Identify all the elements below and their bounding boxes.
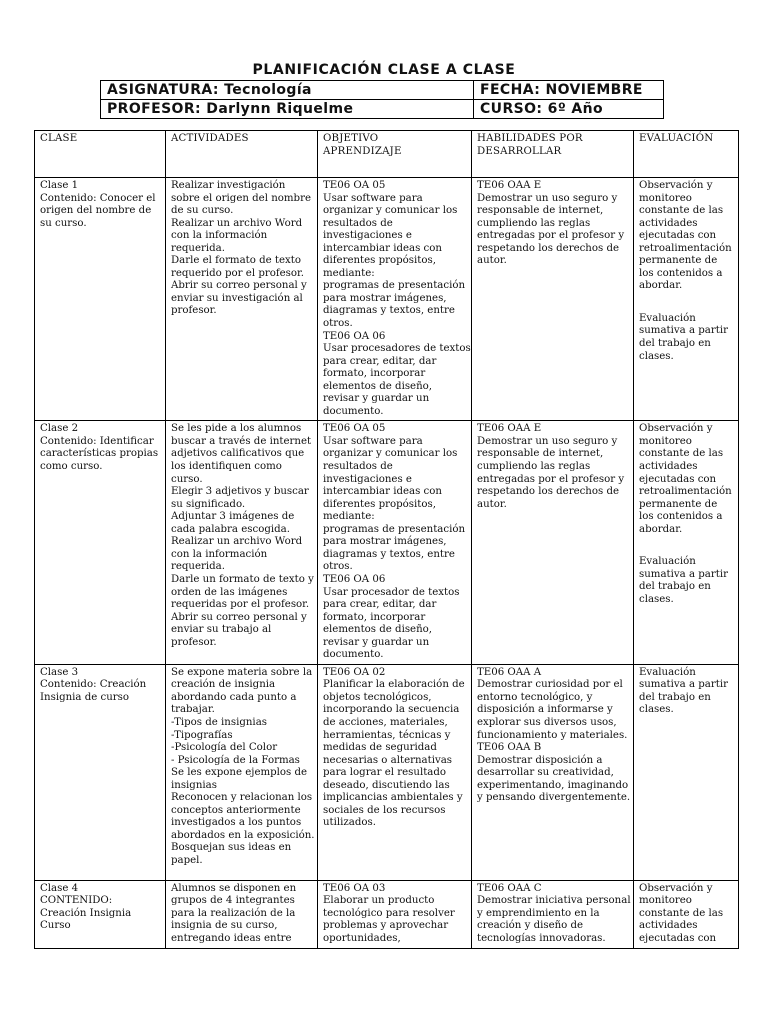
cell-text-line: profesor. xyxy=(171,636,217,648)
cell-text-line: formato, incorporar xyxy=(323,611,426,623)
cell-text-line: mediante: xyxy=(323,511,375,523)
cell-text-line: Demostrar disposición a xyxy=(477,754,603,766)
cell-text-line: cumpliendo las reglas xyxy=(477,217,591,229)
habilidades-cell xyxy=(472,178,634,421)
actividades-cell xyxy=(166,664,318,880)
cell-text-line: entregadas por el profesor y xyxy=(477,230,625,242)
cell-text-line: disposición a informarse y xyxy=(477,704,613,716)
objetivo-cell xyxy=(318,421,472,664)
cell-text-line: del trabajo en xyxy=(639,338,711,350)
cell-text-line: TE06 OA 03 xyxy=(323,882,386,894)
cell-text-line: Realizar investigación xyxy=(171,180,286,191)
cell-text-line: programas de presentación xyxy=(323,523,466,535)
cell-text-line: características propias xyxy=(40,448,159,460)
cell-text-line: organizar y comunicar los xyxy=(323,448,458,460)
cell-text-line: orden de las imágenes xyxy=(171,586,288,598)
cell-text-line: Clase 3 xyxy=(40,666,79,678)
evaluacion-cell xyxy=(634,880,739,948)
cell-text-line: con la información xyxy=(171,548,268,560)
cell-text-line: Adjuntar 3 imágenes de xyxy=(171,511,295,523)
cell-text-line: profesor. xyxy=(171,305,217,317)
cell-text-line: -Tipos de insignias xyxy=(171,716,267,728)
cell-text-line: Contenido: Identificar xyxy=(40,435,154,447)
table-row xyxy=(35,664,739,880)
curso-field: CURSO: 6º Año xyxy=(474,100,664,119)
cell-text-line: diferentes propósitos, xyxy=(323,255,436,267)
cell-text-line: requerido por el profesor. xyxy=(171,267,304,279)
cell-text-line: formato, incorporar xyxy=(323,368,426,380)
cell-text-line: actividades xyxy=(639,461,698,473)
cell-text-line: Contenido: Conocer el xyxy=(40,192,156,204)
cell-text-line: requerida. xyxy=(171,561,225,573)
cell-text-line: diagramas y textos, entre xyxy=(323,305,455,317)
cell-text-line: clases. xyxy=(639,704,674,716)
cell-text-line: su curso. xyxy=(40,217,87,229)
header-row-2 xyxy=(101,100,664,119)
table-row xyxy=(35,178,739,421)
header-info-table xyxy=(100,80,664,119)
cell-text-line: TE06 OAA B xyxy=(477,742,542,754)
cell-text-line: y pensando divergentemente. xyxy=(477,792,631,804)
cell-text-line: adjetivos calificativos que xyxy=(171,448,305,460)
fecha-field: FECHA: NOVIEMBRE xyxy=(474,81,664,100)
cell-text-line: utilizados. xyxy=(323,817,376,829)
cell-text-line: Usar software para xyxy=(323,435,423,447)
cell-text-line: elementos de diseño, xyxy=(323,624,433,636)
cell-text-line: curso. xyxy=(171,473,203,485)
header-row-1 xyxy=(101,81,664,100)
cell-text-line: Reconocen y relacionan los xyxy=(171,792,313,804)
cell-text-line: objetos tecnológicos, xyxy=(323,691,432,703)
cell-text-line: como curso. xyxy=(40,461,103,473)
cell-text-line: buscar a través de internet xyxy=(171,435,312,447)
clase-cell xyxy=(35,880,166,948)
cell-text-line: TE06 OA 05 xyxy=(323,180,386,191)
cell-text-line: cada palabra escogida. xyxy=(171,523,290,535)
cell-text-line: requeridas por el profesor. xyxy=(171,599,310,611)
cell-text-line: oportunidades, xyxy=(323,932,401,944)
cell-text-line: retroalimentación xyxy=(639,242,732,254)
cell-text-line: respetando los derechos de xyxy=(477,486,620,498)
cell-text-line: intercambiar ideas con xyxy=(323,242,442,254)
cell-text-line: Se les expone ejemplos de xyxy=(171,767,308,779)
cell-text-line: enviar su investigación al xyxy=(171,292,303,304)
line-gap xyxy=(639,293,734,313)
cell-text-line: otros. xyxy=(323,561,353,573)
cell-text-line: Usar procesador de textos xyxy=(323,586,460,598)
cell-text-line: - Psicología de la Formas xyxy=(171,754,300,766)
objetivo-cell xyxy=(318,664,472,880)
cell-text-line: investigados a los puntos xyxy=(171,817,302,829)
cell-text-line: OBJETIVO xyxy=(323,133,379,144)
habilidades-cell xyxy=(472,664,634,880)
cell-text-line: TE06 OA 06 xyxy=(323,573,386,585)
cell-text-line: sumativa a partir xyxy=(639,325,728,337)
cell-text-line: y emprendimiento en la xyxy=(477,907,600,919)
cell-text-line: Contenido: Creación xyxy=(40,679,147,691)
table-row xyxy=(35,421,739,664)
cell-text-line: tecnologías innovadoras. xyxy=(477,932,606,944)
cell-text-line: origen del nombre de xyxy=(40,205,152,217)
cell-text-line: incorporando la secuencia xyxy=(323,704,460,716)
cell-text-line: -Tipografías xyxy=(171,729,233,741)
cell-text-line: cumpliendo las reglas xyxy=(477,461,591,473)
cell-text-line: necesarias o alternativas xyxy=(323,754,453,766)
planning-table xyxy=(34,130,739,949)
clase-cell xyxy=(35,664,166,880)
cell-text-line: Creación Insignia xyxy=(40,907,132,919)
cell-text-line: TE06 OA 02 xyxy=(323,666,386,678)
cell-text-line: sociales de los recursos xyxy=(323,804,446,816)
cell-text-line: Evaluación xyxy=(639,556,696,568)
cell-text-line: Demostrar un uso seguro y xyxy=(477,435,618,447)
cell-text-line: diferentes propósitos, xyxy=(323,498,436,510)
cell-text-line: Evaluación xyxy=(639,666,696,678)
table-header-row xyxy=(35,131,739,178)
cell-text-line: para crear, editar, dar xyxy=(323,355,437,367)
cell-text-line: Abrir su correo personal y xyxy=(171,611,307,623)
cell-text-line: para lograr el resultado xyxy=(323,767,447,779)
habilidades-cell xyxy=(472,880,634,948)
cell-text-line: Observación y xyxy=(639,180,713,191)
cell-text-line: Realizar un archivo Word xyxy=(171,536,303,548)
cell-text-line: documento. xyxy=(323,649,384,661)
column-header-objetivo xyxy=(318,131,472,178)
document-title: PLANIFICACIÓN CLASE A CLASE xyxy=(252,62,516,78)
column-header-actividades xyxy=(166,131,318,178)
clase-cell xyxy=(35,178,166,421)
cell-text-line: Realizar un archivo Word xyxy=(171,217,303,229)
cell-text-line: responsable de internet, xyxy=(477,448,604,460)
cell-text-line: clases. xyxy=(639,350,674,362)
cell-text-line: deseado, discutiendo las xyxy=(323,779,450,791)
cell-text-line: experimentando, imaginando xyxy=(477,779,629,791)
cell-text-line: resultados de xyxy=(323,217,393,229)
cell-text-line: implicancias ambientales y xyxy=(323,792,463,804)
cell-text-line: ejecutadas con xyxy=(639,932,717,944)
cell-text-line: CLASE xyxy=(40,133,78,144)
cell-text-line: Demostrar iniciativa personal xyxy=(477,895,631,907)
cell-text-line: los contenidos a xyxy=(639,511,723,523)
cell-text-line: problemas y aprovechar xyxy=(323,920,449,932)
table-row xyxy=(35,880,739,948)
cell-text-line: retroalimentación xyxy=(639,486,732,498)
cell-text-line: investigaciones e xyxy=(323,473,412,485)
cell-text-line: grupos de 4 integrantes xyxy=(171,895,295,907)
cell-text-line: Demostrar curiosidad por el xyxy=(477,679,623,691)
cell-text-line: Clase 1 xyxy=(40,180,79,191)
cell-text-line: autor. xyxy=(477,255,507,267)
cell-text-line: TE06 OAA E xyxy=(477,180,542,191)
cell-text-line: Clase 4 xyxy=(40,882,79,894)
cell-text-line: creación y diseño de xyxy=(477,920,584,932)
cell-text-line: Darle el formato de texto xyxy=(171,255,302,267)
cell-text-line: papel. xyxy=(171,854,203,866)
cell-text-line: respetando los derechos de xyxy=(477,242,620,254)
cell-text-line: para mostrar imágenes, xyxy=(323,292,447,304)
cell-text-line: intercambiar ideas con xyxy=(323,486,442,498)
cell-text-line: monitoreo xyxy=(639,435,692,447)
cell-text-line: Usar procesadores de textos xyxy=(323,343,471,355)
evaluacion-cell xyxy=(634,178,739,421)
cell-text-line: creación de insignia xyxy=(171,679,276,691)
cell-text-line: Demostrar un uso seguro y xyxy=(477,192,618,204)
cell-text-line: los identifiquen como xyxy=(171,461,282,473)
cell-text-line: su significado. xyxy=(171,498,246,510)
cell-text-line: Se les pide a los alumnos xyxy=(171,423,302,435)
cell-text-line: ejecutadas con xyxy=(639,230,717,242)
cell-text-line: EVALUACIÓN xyxy=(639,133,714,144)
cell-text-line: constante de las xyxy=(639,448,724,460)
cell-text-line: entregando ideas entre xyxy=(171,932,292,944)
cell-text-line: actividades xyxy=(639,217,698,229)
cell-text-line: abordados en la exposición. xyxy=(171,829,315,841)
cell-text-line: -Psicología del Color xyxy=(171,742,278,754)
cell-text-line: permanente de xyxy=(639,255,718,267)
cell-text-line: insignia de su curso, xyxy=(171,920,278,932)
actividades-cell xyxy=(166,421,318,664)
cell-text-line: TE06 OAA A xyxy=(477,666,542,678)
cell-text-line: Usar software para xyxy=(323,192,423,204)
cell-text-line: funcionamiento y materiales. xyxy=(477,729,628,741)
cell-text-line: monitoreo xyxy=(639,192,692,204)
cell-text-line: con la información xyxy=(171,230,268,242)
cell-text-line: TE06 OA 05 xyxy=(323,423,386,435)
cell-text-line: autor. xyxy=(477,498,507,510)
cell-text-line: desarrollar su creatividad, xyxy=(477,767,614,779)
profesor-field: PROFESOR: Darlynn Riquelme xyxy=(101,100,474,119)
cell-text-line: otros. xyxy=(323,318,353,330)
cell-text-line: HABILIDADES POR xyxy=(477,133,583,144)
cell-text-line: revisar y guardar un xyxy=(323,636,430,648)
cell-text-line: Observación y xyxy=(639,423,713,435)
cell-text-line: medidas de seguridad xyxy=(323,742,437,754)
cell-text-line: ejecutadas con xyxy=(639,473,717,485)
cell-text-line: actividades xyxy=(639,920,698,932)
cell-text-line: sobre el origen del nombre xyxy=(171,192,311,204)
cell-text-line: permanente de xyxy=(639,498,718,510)
cell-text-line: documento. xyxy=(323,405,384,417)
cell-text-line: tecnológico para resolver xyxy=(323,907,455,919)
evaluacion-cell xyxy=(634,664,739,880)
cell-text-line: programas de presentación xyxy=(323,280,466,292)
cell-text-line: Planificar la elaboración de xyxy=(323,679,465,691)
actividades-cell xyxy=(166,880,318,948)
evaluacion-cell xyxy=(634,421,739,664)
cell-text-line: responsable de internet, xyxy=(477,205,604,217)
cell-text-line: Clase 2 xyxy=(40,423,79,435)
cell-text-line: para mostrar imágenes, xyxy=(323,536,447,548)
habilidades-cell xyxy=(472,421,634,664)
cell-text-line: TE06 OAA E xyxy=(477,423,542,435)
cell-text-line: Abrir su correo personal y xyxy=(171,280,307,292)
cell-text-line: entorno tecnológico, y xyxy=(477,691,593,703)
actividades-cell xyxy=(166,178,318,421)
cell-text-line: DESARROLLAR xyxy=(477,145,562,157)
cell-text-line: Curso xyxy=(40,920,71,932)
line-gap xyxy=(639,536,734,556)
cell-text-line: clases. xyxy=(639,593,674,605)
cell-text-line: CONTENIDO: xyxy=(40,895,113,907)
cell-text-line: Bosquejan sus ideas en xyxy=(171,842,292,854)
clase-cell xyxy=(35,421,166,664)
cell-text-line: organizar y comunicar los xyxy=(323,205,458,217)
cell-text-line: constante de las xyxy=(639,205,724,217)
cell-text-line: mediante: xyxy=(323,267,375,279)
cell-text-line: Observación y xyxy=(639,882,713,894)
cell-text-line: TE06 OA 06 xyxy=(323,330,386,342)
cell-text-line: TE06 OAA C xyxy=(477,882,542,894)
cell-text-line: de acciones, materiales, xyxy=(323,716,448,728)
cell-text-line: constante de las xyxy=(639,907,724,919)
cell-text-line: insignias xyxy=(171,779,217,791)
cell-text-line: diagramas y textos, entre xyxy=(323,548,455,560)
cell-text-line: ACTIVIDADES xyxy=(171,133,249,144)
cell-text-line: sumativa a partir xyxy=(639,679,728,691)
objetivo-cell xyxy=(318,880,472,948)
cell-text-line: resultados de xyxy=(323,461,393,473)
cell-text-line: monitoreo xyxy=(639,895,692,907)
cell-text-line: Elaborar un producto xyxy=(323,895,435,907)
cell-text-line: APRENDIZAJE xyxy=(323,145,402,157)
cell-text-line: sumativa a partir xyxy=(639,568,728,580)
cell-text-line: los contenidos a xyxy=(639,267,723,279)
cell-text-line: para crear, editar, dar xyxy=(323,599,437,611)
cell-text-line: revisar y guardar un xyxy=(323,393,430,405)
column-header-evaluacion xyxy=(634,131,739,178)
cell-text-line: enviar su trabajo al xyxy=(171,624,272,636)
cell-text-line: de su curso. xyxy=(171,205,234,217)
cell-text-line: trabajar. xyxy=(171,704,215,716)
cell-text-line: Darle un formato de texto y xyxy=(171,573,314,585)
asignatura-field: ASIGNATURA: Tecnología xyxy=(101,81,474,100)
cell-text-line: Elegir 3 adjetivos y buscar xyxy=(171,486,309,498)
cell-text-line: requerida. xyxy=(171,242,225,254)
cell-text-line: del trabajo en xyxy=(639,691,711,703)
cell-text-line: conceptos anteriormente xyxy=(171,804,301,816)
cell-text-line: herramientas, técnicas y xyxy=(323,729,451,741)
cell-text-line: abordando cada punto a xyxy=(171,691,297,703)
cell-text-line: elementos de diseño, xyxy=(323,380,433,392)
objetivo-cell xyxy=(318,178,472,421)
cell-text-line: investigaciones e xyxy=(323,230,412,242)
cell-text-line: Alumnos se disponen en xyxy=(171,882,297,894)
cell-text-line: Evaluación xyxy=(639,312,696,324)
cell-text-line: para la realización de la xyxy=(171,907,296,919)
cell-text-line: explorar sus diversos usos, xyxy=(477,716,617,728)
cell-text-line: Insignia de curso xyxy=(40,691,130,703)
cell-text-line: Se expone materia sobre la xyxy=(171,666,313,678)
cell-text-line: abordar. xyxy=(639,523,683,535)
cell-text-line: abordar. xyxy=(639,280,683,292)
column-header-habilidades xyxy=(472,131,634,178)
cell-text-line: del trabajo en xyxy=(639,581,711,593)
column-header-clase xyxy=(35,131,166,178)
cell-text-line: entregadas por el profesor y xyxy=(477,473,625,485)
